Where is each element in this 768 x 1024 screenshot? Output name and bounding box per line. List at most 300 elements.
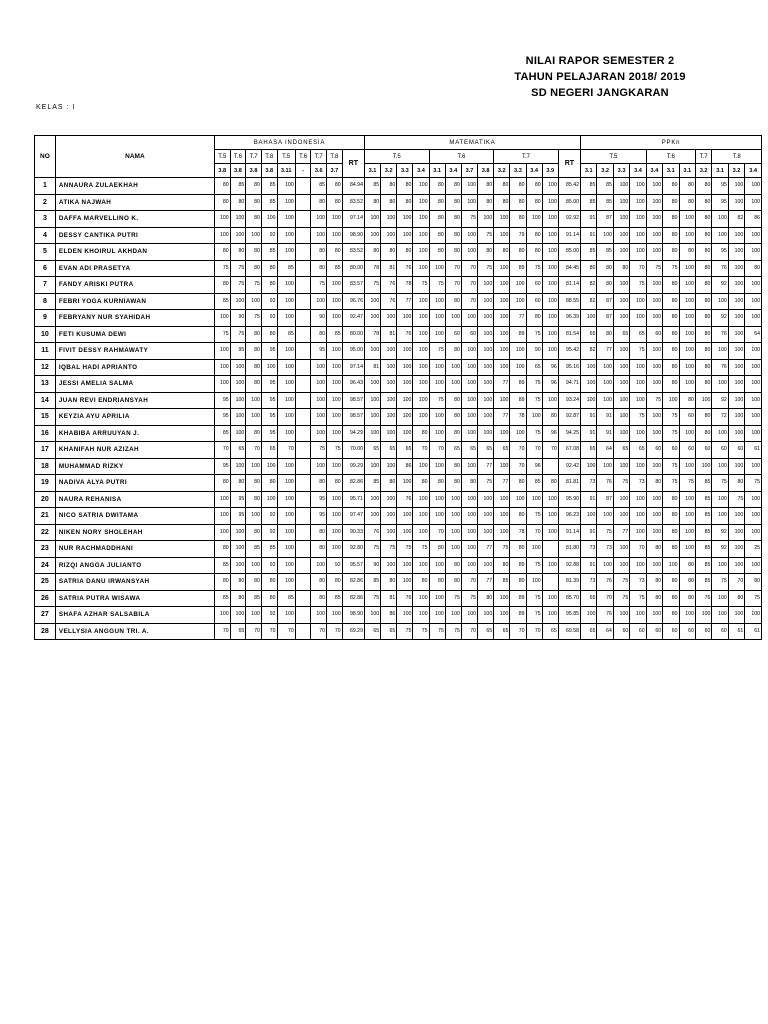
mat-average: 85.00 bbox=[558, 244, 580, 261]
ppkn-score: 91 bbox=[581, 211, 597, 228]
ppkn-score: 85 bbox=[597, 178, 613, 195]
mat-score: 100 bbox=[494, 607, 510, 624]
table-row bbox=[35, 425, 762, 442]
mat-score: 100 bbox=[461, 409, 477, 426]
bi-score: 100 bbox=[246, 508, 262, 525]
ppkn-score: 80 bbox=[695, 194, 711, 211]
mat-score: 100 bbox=[413, 326, 429, 343]
mat-score: 100 bbox=[461, 557, 477, 574]
ppkn-score: 100 bbox=[728, 178, 744, 195]
ppkn-score: 100 bbox=[745, 524, 762, 541]
ppkn-score: 65 bbox=[581, 623, 597, 640]
student-name: ATIKA NAJWAH bbox=[55, 194, 214, 211]
bi-score bbox=[295, 409, 311, 426]
bi-score: 100 bbox=[246, 607, 262, 624]
ppkn-score: 80 bbox=[663, 491, 679, 508]
bi-score: 80 bbox=[246, 475, 262, 492]
ppkn-score: 80 bbox=[695, 293, 711, 310]
bi-score: 100 bbox=[327, 508, 343, 525]
ppkn-score: 80 bbox=[695, 425, 711, 442]
mat-code-header: 3.7 bbox=[461, 164, 477, 178]
bi-score: 70 bbox=[246, 623, 262, 640]
ppkn-score: 100 bbox=[613, 458, 629, 475]
mat-code-header: 3.4 bbox=[445, 164, 461, 178]
ppkn-score: 100 bbox=[663, 557, 679, 574]
ppkn-score: 85 bbox=[695, 574, 711, 591]
ppkn-score: 82 bbox=[581, 293, 597, 310]
bi-score: 100 bbox=[277, 607, 295, 624]
bi-score: 80 bbox=[327, 244, 343, 261]
student-name: FANDY ARISKI PUTRA bbox=[55, 277, 214, 294]
ppkn-score: 76 bbox=[597, 475, 613, 492]
mat-score: 96 bbox=[526, 458, 542, 475]
mat-score: 100 bbox=[413, 524, 429, 541]
mat-score: 80 bbox=[429, 574, 445, 591]
ppkn-score: 80 bbox=[663, 211, 679, 228]
bi-score: 65 bbox=[261, 442, 277, 459]
bi-score: 100 bbox=[214, 211, 230, 228]
bi-average: 92.47 bbox=[342, 310, 364, 327]
bi-code-header: 3.11 bbox=[277, 164, 295, 178]
row-number: 27 bbox=[35, 607, 56, 624]
bi-score: 100 bbox=[327, 343, 343, 360]
ppkn-score: 100 bbox=[646, 227, 662, 244]
mat-score: 100 bbox=[461, 392, 477, 409]
row-number: 24 bbox=[35, 557, 56, 574]
ppkn-score: 80 bbox=[679, 557, 695, 574]
bi-score: 80 bbox=[327, 574, 343, 591]
student-name: NADIVA ALYA PUTRI bbox=[55, 475, 214, 492]
row-number: 8 bbox=[35, 293, 56, 310]
ppkn-score: 100 bbox=[745, 310, 762, 327]
mat-score: 100 bbox=[381, 392, 397, 409]
bi-score: 80 bbox=[230, 475, 246, 492]
mat-score: 100 bbox=[429, 326, 445, 343]
ppkn-score: 82 bbox=[581, 343, 597, 360]
ppkn-score: 100 bbox=[745, 491, 762, 508]
ppkn-score: 65 bbox=[581, 442, 597, 459]
col-header-no: NO bbox=[35, 136, 56, 178]
ppkn-score: 100 bbox=[630, 244, 646, 261]
ppkn-score: 100 bbox=[679, 491, 695, 508]
mat-score: 70 bbox=[526, 524, 542, 541]
mat-score: 100 bbox=[413, 244, 429, 261]
bi-score: 80 bbox=[311, 326, 327, 343]
ppkn-score: 80 bbox=[663, 178, 679, 195]
bi-rt-header: RT bbox=[342, 150, 364, 178]
ppkn-score: 100 bbox=[646, 491, 662, 508]
bi-score: 80 bbox=[246, 244, 262, 261]
mat-score: 78 bbox=[510, 524, 526, 541]
ppkn-score: 75 bbox=[597, 524, 613, 541]
mat-score: 77 bbox=[494, 409, 510, 426]
ppkn-score: 85 bbox=[695, 541, 711, 558]
mat-average: 92.88 bbox=[558, 557, 580, 574]
table-row bbox=[35, 458, 762, 475]
ppkn-score: 87 bbox=[597, 293, 613, 310]
mat-score: 100 bbox=[445, 541, 461, 558]
student-name: KHABIBA ARRUUYAN J. bbox=[55, 425, 214, 442]
row-number: 13 bbox=[35, 376, 56, 393]
ppkn-score: 61 bbox=[745, 442, 762, 459]
ppkn-score: 80 bbox=[597, 260, 613, 277]
mat-score: 100 bbox=[381, 425, 397, 442]
ppkn-score: 60 bbox=[663, 623, 679, 640]
ppkn-score: 100 bbox=[679, 326, 695, 343]
mat-score: 96 bbox=[542, 376, 558, 393]
ppkn-score: 80 bbox=[646, 541, 662, 558]
bi-score: 100 bbox=[277, 178, 295, 195]
ppkn-score: 65 bbox=[581, 590, 597, 607]
row-number: 28 bbox=[35, 623, 56, 640]
bi-score bbox=[295, 211, 311, 228]
bi-score: 100 bbox=[311, 557, 327, 574]
bi-average: 98.90 bbox=[342, 227, 364, 244]
bi-score: 100 bbox=[311, 211, 327, 228]
mat-score: 100 bbox=[494, 343, 510, 360]
ppkn-score: 60 bbox=[728, 442, 744, 459]
bi-score: 70 bbox=[214, 623, 230, 640]
mat-score: 80 bbox=[381, 475, 397, 492]
mat-code-header: 3.4 bbox=[413, 164, 429, 178]
bi-score bbox=[295, 491, 311, 508]
row-number: 11 bbox=[35, 343, 56, 360]
ppkn-score: 64 bbox=[597, 623, 613, 640]
mat-score: 100 bbox=[381, 343, 397, 360]
bi-score: 80 bbox=[214, 178, 230, 195]
ppkn-score: 76 bbox=[597, 607, 613, 624]
ppkn-score: 100 bbox=[745, 178, 762, 195]
bi-score: 85 bbox=[230, 178, 246, 195]
mat-score: 100 bbox=[510, 425, 526, 442]
mat-average: 85.70 bbox=[558, 590, 580, 607]
mat-score: 100 bbox=[397, 310, 413, 327]
ppkn-score: 80 bbox=[663, 508, 679, 525]
bi-score bbox=[295, 590, 311, 607]
ppkn-score: 100 bbox=[679, 211, 695, 228]
ppkn-score: 100 bbox=[646, 524, 662, 541]
table-row bbox=[35, 227, 762, 244]
ppkn-score: 100 bbox=[712, 491, 728, 508]
ppkn-score: 100 bbox=[679, 508, 695, 525]
mat-score: 80 bbox=[445, 392, 461, 409]
ppkn-score: 100 bbox=[728, 557, 744, 574]
ppkn-score: 100 bbox=[728, 326, 744, 343]
mat-score: 100 bbox=[413, 458, 429, 475]
ppkn-score: 65 bbox=[613, 442, 629, 459]
table-row bbox=[35, 178, 762, 195]
mat-score: 80 bbox=[397, 244, 413, 261]
mat-score: 70 bbox=[429, 442, 445, 459]
ppkn-score: 100 bbox=[679, 425, 695, 442]
mat-score: 100 bbox=[478, 310, 494, 327]
mat-score: 100 bbox=[364, 458, 380, 475]
mat-score: 80 bbox=[494, 194, 510, 211]
ppkn-score: 76 bbox=[695, 590, 711, 607]
bi-score: 100 bbox=[277, 392, 295, 409]
bi-average: 95.57 bbox=[342, 557, 364, 574]
ppkn-score: 100 bbox=[581, 607, 597, 624]
ppkn-score: 80 bbox=[663, 194, 679, 211]
bi-score: 80 bbox=[214, 244, 230, 261]
mat-score: 100 bbox=[413, 178, 429, 195]
mat-score: 80 bbox=[510, 475, 526, 492]
ppkn-score: 80 bbox=[695, 244, 711, 261]
bi-score: 80 bbox=[246, 376, 262, 393]
mat-score: 100 bbox=[478, 607, 494, 624]
mat-score: 75 bbox=[397, 623, 413, 640]
bi-score: 75 bbox=[214, 260, 230, 277]
mat-score: 80 bbox=[445, 458, 461, 475]
mat-average: 93.24 bbox=[558, 392, 580, 409]
student-name: NUR RACHMADDHANI bbox=[55, 541, 214, 558]
mat-score: 100 bbox=[494, 524, 510, 541]
ppkn-score: 100 bbox=[630, 425, 646, 442]
mat-score: 75 bbox=[526, 590, 542, 607]
bi-score: 95 bbox=[261, 425, 277, 442]
mat-score: 100 bbox=[364, 425, 380, 442]
mat-score: 100 bbox=[381, 557, 397, 574]
ppkn-code-header: 3.2 bbox=[728, 164, 744, 178]
ppkn-score: 87 bbox=[597, 211, 613, 228]
mat-score: 100 bbox=[397, 425, 413, 442]
bi-score: 80 bbox=[246, 260, 262, 277]
bi-score: 92 bbox=[261, 310, 277, 327]
mat-score: 100 bbox=[413, 211, 429, 228]
table-row bbox=[35, 607, 762, 624]
ppkn-score: 100 bbox=[745, 194, 762, 211]
mat-average: 81.80 bbox=[558, 541, 580, 558]
bi-score: 92 bbox=[261, 293, 277, 310]
mat-score: 76 bbox=[397, 260, 413, 277]
bi-score: 95 bbox=[311, 343, 327, 360]
ppkn-score: 65 bbox=[581, 326, 597, 343]
bi-score: 80 bbox=[311, 260, 327, 277]
ppkn-score: 80 bbox=[613, 260, 629, 277]
ppkn-score: 100 bbox=[613, 178, 629, 195]
ppkn-score: 60 bbox=[646, 623, 662, 640]
ppkn-score: 60 bbox=[613, 623, 629, 640]
bi-code-header: 3.8 bbox=[214, 164, 230, 178]
ppkn-score: 100 bbox=[728, 376, 744, 393]
ppkn-score: 100 bbox=[728, 343, 744, 360]
mat-score bbox=[542, 458, 558, 475]
mat-score: 100 bbox=[381, 227, 397, 244]
mat-score: 100 bbox=[478, 293, 494, 310]
bi-code-header: 3.8 bbox=[246, 164, 262, 178]
bi-score: 100 bbox=[214, 376, 230, 393]
ppkn-score: 75 bbox=[613, 475, 629, 492]
report-school-name: SD NEGERI JANGKARAN bbox=[531, 87, 669, 99]
ppkn-score: 92 bbox=[712, 541, 728, 558]
mat-score: 90 bbox=[526, 343, 542, 360]
ppkn-score: 100 bbox=[597, 227, 613, 244]
student-name: ANNAURA ZULAEKHAH bbox=[55, 178, 214, 195]
ppkn-score: 100 bbox=[630, 607, 646, 624]
mat-score: 80 bbox=[542, 475, 558, 492]
mat-score: 89 bbox=[510, 607, 526, 624]
mat-score: 75 bbox=[445, 590, 461, 607]
mat-score: 100 bbox=[413, 293, 429, 310]
mat-score: 100 bbox=[429, 557, 445, 574]
mat-average: 95.42 bbox=[558, 343, 580, 360]
mat-score: 100 bbox=[526, 574, 542, 591]
mat-score: 100 bbox=[526, 409, 542, 426]
mat-score: 100 bbox=[542, 260, 558, 277]
ppkn-score: 60 bbox=[712, 623, 728, 640]
ppkn-score: 73 bbox=[581, 475, 597, 492]
mat-score: 80 bbox=[381, 178, 397, 195]
bi-average: 98.57 bbox=[342, 392, 364, 409]
mat-group-header: T.7 bbox=[494, 150, 559, 164]
mat-score: 77 bbox=[510, 310, 526, 327]
ppkn-score: 60 bbox=[679, 623, 695, 640]
bi-score: 100 bbox=[230, 458, 246, 475]
ppkn-score: 80 bbox=[679, 178, 695, 195]
ppkn-score: 82 bbox=[728, 211, 744, 228]
mat-score: 85 bbox=[494, 574, 510, 591]
bi-score: 100 bbox=[311, 392, 327, 409]
bi-score: 100 bbox=[327, 277, 343, 294]
bi-score: 80 bbox=[311, 574, 327, 591]
mat-score: 89 bbox=[510, 260, 526, 277]
mat-score: 75 bbox=[478, 475, 494, 492]
mat-score: 100 bbox=[429, 508, 445, 525]
ppkn-score: 80 bbox=[695, 211, 711, 228]
ppkn-score: 100 bbox=[679, 310, 695, 327]
mat-score: 100 bbox=[510, 277, 526, 294]
bi-score: 100 bbox=[230, 541, 246, 558]
ppkn-score: 85 bbox=[695, 557, 711, 574]
ppkn-score: 80 bbox=[695, 409, 711, 426]
mat-average: 94.71 bbox=[558, 376, 580, 393]
ppkn-score: 75 bbox=[663, 458, 679, 475]
ppkn-score: 100 bbox=[613, 343, 629, 360]
bi-score: 95 bbox=[311, 508, 327, 525]
mat-average: 85.00 bbox=[558, 194, 580, 211]
mat-score: 100 bbox=[494, 491, 510, 508]
table-row bbox=[35, 293, 762, 310]
mat-score: 65 bbox=[494, 623, 510, 640]
bi-score: 95 bbox=[214, 409, 230, 426]
bi-code-header: 3.7 bbox=[327, 164, 343, 178]
ppkn-score: 100 bbox=[613, 607, 629, 624]
ppkn-score: 60 bbox=[630, 623, 646, 640]
bi-score bbox=[295, 458, 311, 475]
ppkn-score: 100 bbox=[613, 277, 629, 294]
mat-score: 100 bbox=[381, 409, 397, 426]
bi-score bbox=[295, 359, 311, 376]
mat-score: 85 bbox=[364, 574, 380, 591]
table-row bbox=[35, 590, 762, 607]
mat-score: 77 bbox=[478, 574, 494, 591]
ppkn-score: 76 bbox=[712, 359, 728, 376]
report-academic-year: TAHUN PELAJARAN 2018/ 2019 bbox=[514, 71, 686, 83]
ppkn-score: 100 bbox=[581, 376, 597, 393]
ppkn-score: 100 bbox=[646, 310, 662, 327]
ppkn-score: 95 bbox=[712, 244, 728, 261]
mat-score: 75 bbox=[526, 425, 542, 442]
bi-score: 80 bbox=[230, 574, 246, 591]
bi-score: 100 bbox=[311, 376, 327, 393]
mat-score: 100 bbox=[445, 508, 461, 525]
row-number: 2 bbox=[35, 194, 56, 211]
mat-score: 100 bbox=[542, 524, 558, 541]
mat-score: 100 bbox=[478, 211, 494, 228]
mat-score: 75 bbox=[364, 541, 380, 558]
mat-score: 100 bbox=[526, 491, 542, 508]
ppkn-score: 77 bbox=[597, 343, 613, 360]
mat-score: 100 bbox=[397, 211, 413, 228]
ppkn-score: 75 bbox=[728, 491, 744, 508]
bi-code-header: - bbox=[295, 164, 311, 178]
ppkn-score: 100 bbox=[613, 392, 629, 409]
bi-score: 100 bbox=[327, 425, 343, 442]
mat-score: 70 bbox=[445, 277, 461, 294]
ppkn-score: 100 bbox=[679, 293, 695, 310]
mat-score: 100 bbox=[445, 310, 461, 327]
mat-score: 70 bbox=[413, 442, 429, 459]
bi-score: 100 bbox=[327, 392, 343, 409]
bi-score: 100 bbox=[327, 458, 343, 475]
ppkn-score: 100 bbox=[630, 178, 646, 195]
mat-score: 75 bbox=[429, 392, 445, 409]
table-row bbox=[35, 326, 762, 343]
ppkn-score: 100 bbox=[646, 376, 662, 393]
bi-score: 70 bbox=[277, 623, 295, 640]
bi-score: 85 bbox=[261, 541, 277, 558]
bi-score: 80 bbox=[230, 244, 246, 261]
mat-score: 70 bbox=[461, 574, 477, 591]
ppkn-score: 100 bbox=[728, 194, 744, 211]
mat-average: 91.14 bbox=[558, 524, 580, 541]
student-name: KEYZIA AYU APRILIA bbox=[55, 409, 214, 426]
bi-score bbox=[295, 343, 311, 360]
mat-score: 89 bbox=[510, 376, 526, 393]
mat-score: 70 bbox=[461, 293, 477, 310]
mat-score: 80 bbox=[461, 475, 477, 492]
mat-score: 100 bbox=[461, 607, 477, 624]
ppkn-score: 100 bbox=[597, 376, 613, 393]
bi-score: 80 bbox=[327, 178, 343, 195]
ppkn-score: 65 bbox=[630, 326, 646, 343]
bi-score: 70 bbox=[311, 623, 327, 640]
bi-score: 70 bbox=[261, 623, 277, 640]
mat-score: 100 bbox=[494, 458, 510, 475]
bi-average: 80.00 bbox=[342, 260, 364, 277]
bi-score: 100 bbox=[214, 343, 230, 360]
mat-score: 100 bbox=[445, 491, 461, 508]
ppkn-score: 75 bbox=[663, 260, 679, 277]
row-number: 6 bbox=[35, 260, 56, 277]
ppkn-score: 100 bbox=[679, 277, 695, 294]
bi-score: 100 bbox=[277, 376, 295, 393]
ppkn-score: 100 bbox=[646, 359, 662, 376]
grades-table bbox=[34, 135, 762, 640]
ppkn-score: 80 bbox=[745, 260, 762, 277]
mat-score: 100 bbox=[494, 392, 510, 409]
ppkn-score: 100 bbox=[679, 607, 695, 624]
mat-average: 69.58 bbox=[558, 623, 580, 640]
mat-score: 80 bbox=[397, 194, 413, 211]
mat-score: 100 bbox=[364, 376, 380, 393]
mat-score: 65 bbox=[542, 623, 558, 640]
mat-code-header: 3.2 bbox=[381, 164, 397, 178]
mat-score: 70 bbox=[510, 458, 526, 475]
student-name: DAFFA MARVELLINO K. bbox=[55, 211, 214, 228]
mat-score: 80 bbox=[445, 194, 461, 211]
mat-code-header: 3.3 bbox=[510, 164, 526, 178]
